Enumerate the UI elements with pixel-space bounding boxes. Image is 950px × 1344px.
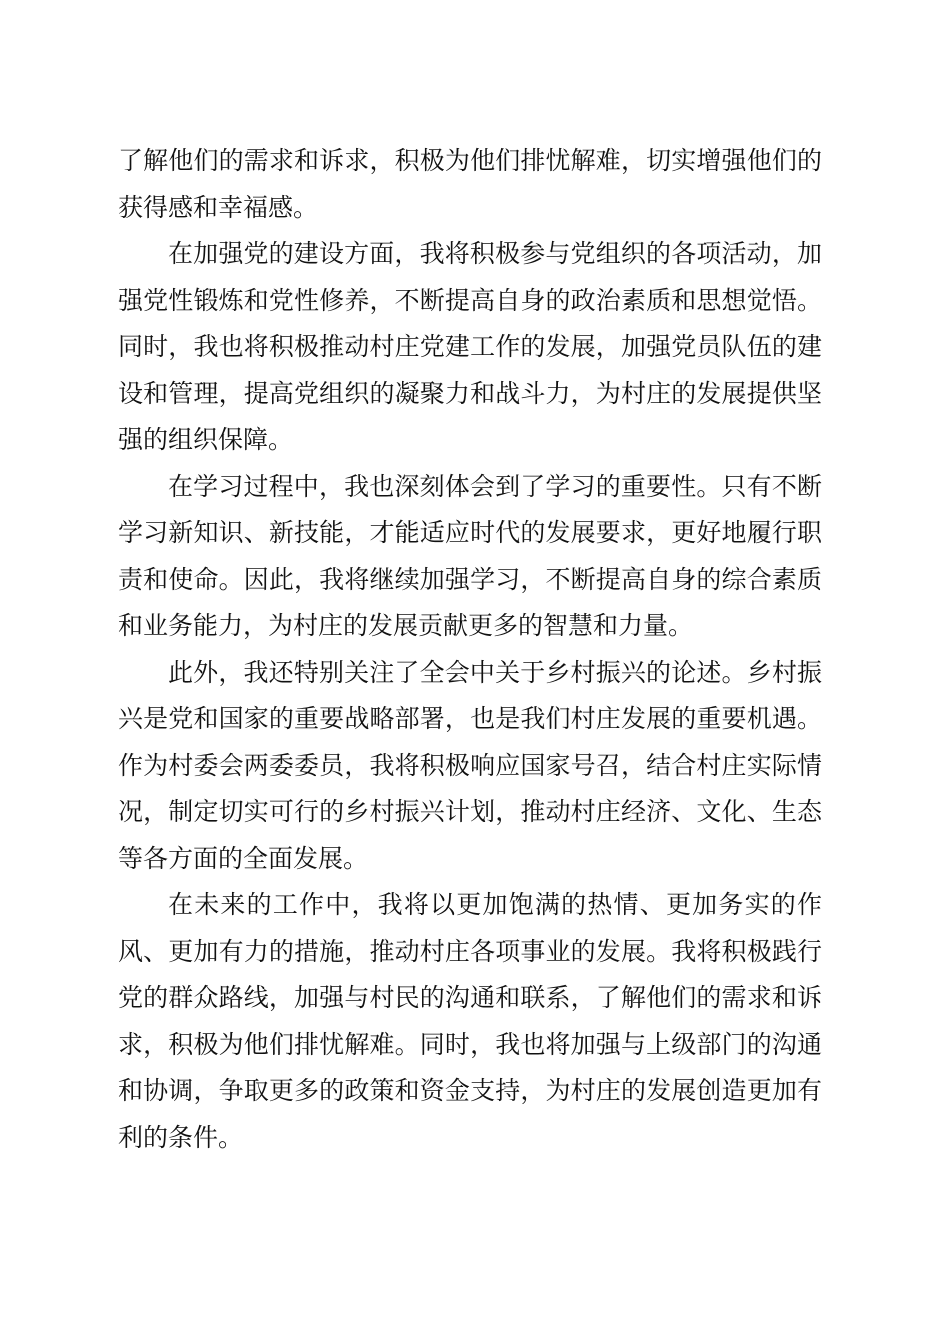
paragraph-rural-revitalization: 此外，我还特别关注了全会中关于乡村振兴的论述。乡村振兴是党和国家的重要战略部署，也是我们村庄发展的重要机遇。作为村委会两委委员，我将积极响应国家号召，结合村庄实际情况，制定切实可行的乡村振兴计划，推动村庄经济、文化、生态等各方面的全面发展。 bbox=[118, 657, 822, 873]
paragraph-continuation: 了解他们的需求和诉求，积极为他们排忧解难，切实增强他们的获得感和幸福感。 bbox=[118, 146, 822, 222]
paragraph-future-work: 在未来的工作中，我将以更加饱满的热情、更加务实的作风、更加有力的措施，推动村庄各项事业的发展。我将积极践行党的群众路线，加强与村民的沟通和联系，了解他们的需求和诉求，积极为他们排忧解难。同时，我也将加强与上级部门的沟通和协调，争取更多的政策和资金支持，为村庄的发展创造更加有利的条件。 bbox=[118, 890, 822, 1152]
paragraph-learning: 在学习过程中，我也深刻体会到了学习的重要性。只有不断学习新知识、新技能，才能适应时代的发展要求，更好地履行职责和使命。因此，我将继续加强学习，不断提高自身的综合素质和业务能力，为村庄的发展贡献更多的智慧和力量。 bbox=[118, 471, 822, 640]
paragraph-party-building: 在加强党的建设方面，我将积极参与党组织的各项活动，加强党性锻炼和党性修养，不断提高自身的政治素质和思想觉悟。同时，我也将积极推动村庄党建工作的发展，加强党员队伍的建设和管理，提高党组织的凝聚力和战斗力，为村庄的发展提供坚强的组织保障。 bbox=[118, 239, 822, 454]
document-body bbox=[118, 138, 822, 1161]
